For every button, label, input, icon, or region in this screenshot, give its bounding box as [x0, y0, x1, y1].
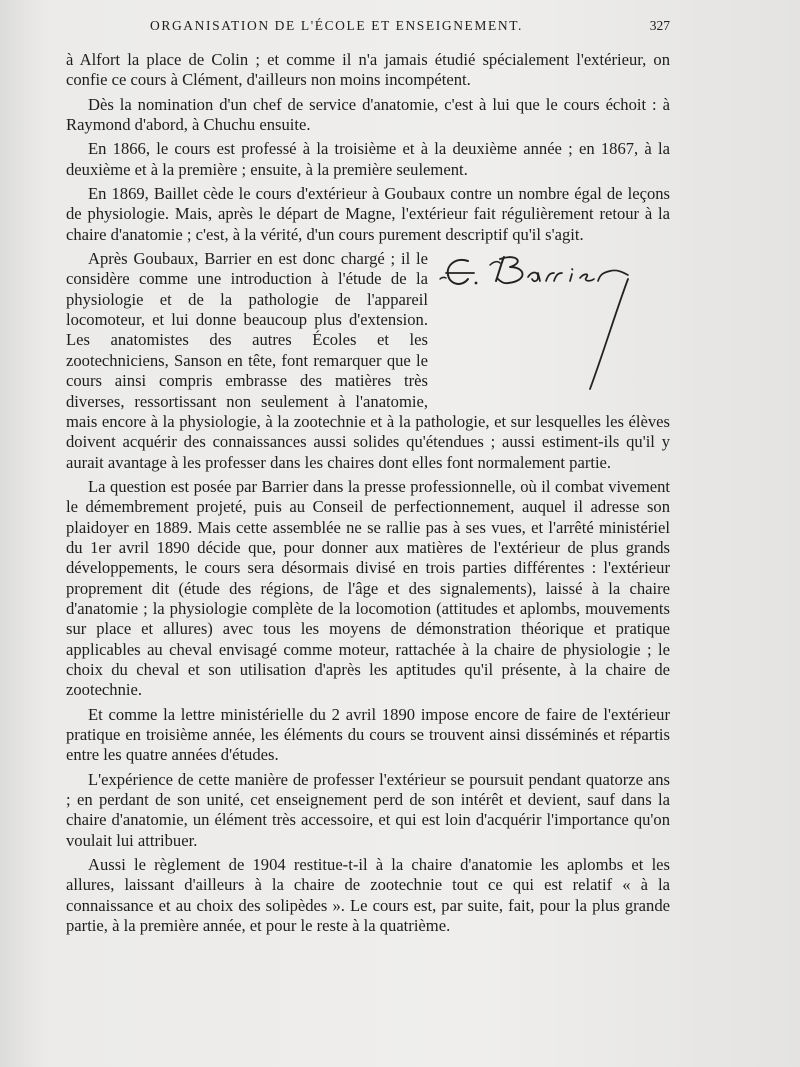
paragraph: Aussi le règlement de 1904 restitue-t-il à la chaire d'anatomie les aplombs et les allures, laissant d'ailleurs à la chaire de zootechnie tout ce qui est relatif « à la connaissance et au choix des solipèdes ». Le cours est, par suite, fait, pour la plus grande partie, à la première année, et pour le reste à la quatrième. — [66, 855, 670, 936]
running-header — [150, 18, 670, 40]
paragraph: Dès la nomination d'un chef de service d'anatomie, c'est à lui que le cours échoit : à Raymond d'abord, à Chuchu ensuite. — [66, 94, 670, 135]
paragraph: En 1866, le cours est professé à la troisième et à la deuxième année ; en 1867, à la deuxième et à la première ; ensuite, à la première seulement. — [66, 139, 670, 179]
signature-image — [438, 251, 678, 401]
paragraph: à Alfort la place de Colin ; et comme il n'a jamais étudié spécialement l'extérieur, on confie ce cours à Clément, d'ailleurs non moins incompétent. — [66, 50, 670, 90]
running-title: ORGANISATION DE L'ÉCOLE ET ENSEIGNEMENT. — [150, 18, 524, 33]
page-number: 327 — [649, 18, 670, 33]
paragraph: L'expérience de cette manière de professer l'extérieur se poursuit pendant quatorze ans ; en perdant de son unité, cet enseignement perd de son intérêt et devient, sauf dans la chaire d'anatomie, un élément très accessoire, et qui est loin d'acquérir l'importance qu'on voulait lui attribuer. — [66, 769, 670, 850]
paragraph: La question est posée par Barrier dans la presse professionnelle, où il combat vivement le démembrement projeté, puis au Conseil de perfectionnement, auquel il adresse son plaidoyer en 1889. Mais cette assemblée ne se rallie pas à ses vues, et l'arrêté ministériel du 1er avril 1890 décide que, pour donner aux matières de l'extérieur de plus grands développements, le cours sera désormais divisé en trois parties différentes : l'extérieur proprement dit (étude des régions, de l'âge et des signalements), laissé à la chaire d'anatomie ; la physiologie complète de la locomotion (attitudes et aplombs, mouvements sur place et allures) avec tous les moyens de démonstration théorique et pratique applicables au cheval envisagé comme moteur, rattachée à la chaire de physiologie ; le choix du cheval et son utilisation d'après les aptitudes qu'il présente, à la chaire de zootechnie. — [66, 476, 670, 700]
paragraph: En 1869, Baillet cède le cours d'extérieur à Goubaux contre un nombre égal de leçons de physiologie. Mais, après le départ de Magne, l'extérieur fait régulièrement retour à la chaire d'anatomie ; c'est, à la vérité, d'un cours purement descriptif qu'il s'agit. — [66, 184, 670, 244]
paragraph: Après Goubaux, Barrier en est donc chargé ; il le considère comme une introduction à l'étude de la physiologie et de la pathologie de l'appareil locomoteur, et lui donne beaucoup plus d'extension. Les anatomistes des autres Écoles et les zootechniciens, Sanson en tête, font remarquer que le cours ainsi compris embrasse des matières très diverses, ressortissant non seulement à l'anatomie, mais encore à la physiologie, à la zootechnie et à la pathologie, et sur lesquelles les élèves doivent acquérir des connaissances aussi solides qu'étendues ; aussi estiment-ils qu'il y aurait avantage à les professer dans les chaires dont elles font normalement partie. — [66, 249, 670, 472]
paragraph: Et comme la lettre ministérielle du 2 avril 1890 impose encore de faire de l'extérieur pratique en troisième année, les éléments du cours se trouvent ainsi disséminés et répartis entre les quatre années d'études. — [66, 704, 670, 765]
text-body — [66, 50, 670, 940]
signature — [438, 251, 678, 401]
